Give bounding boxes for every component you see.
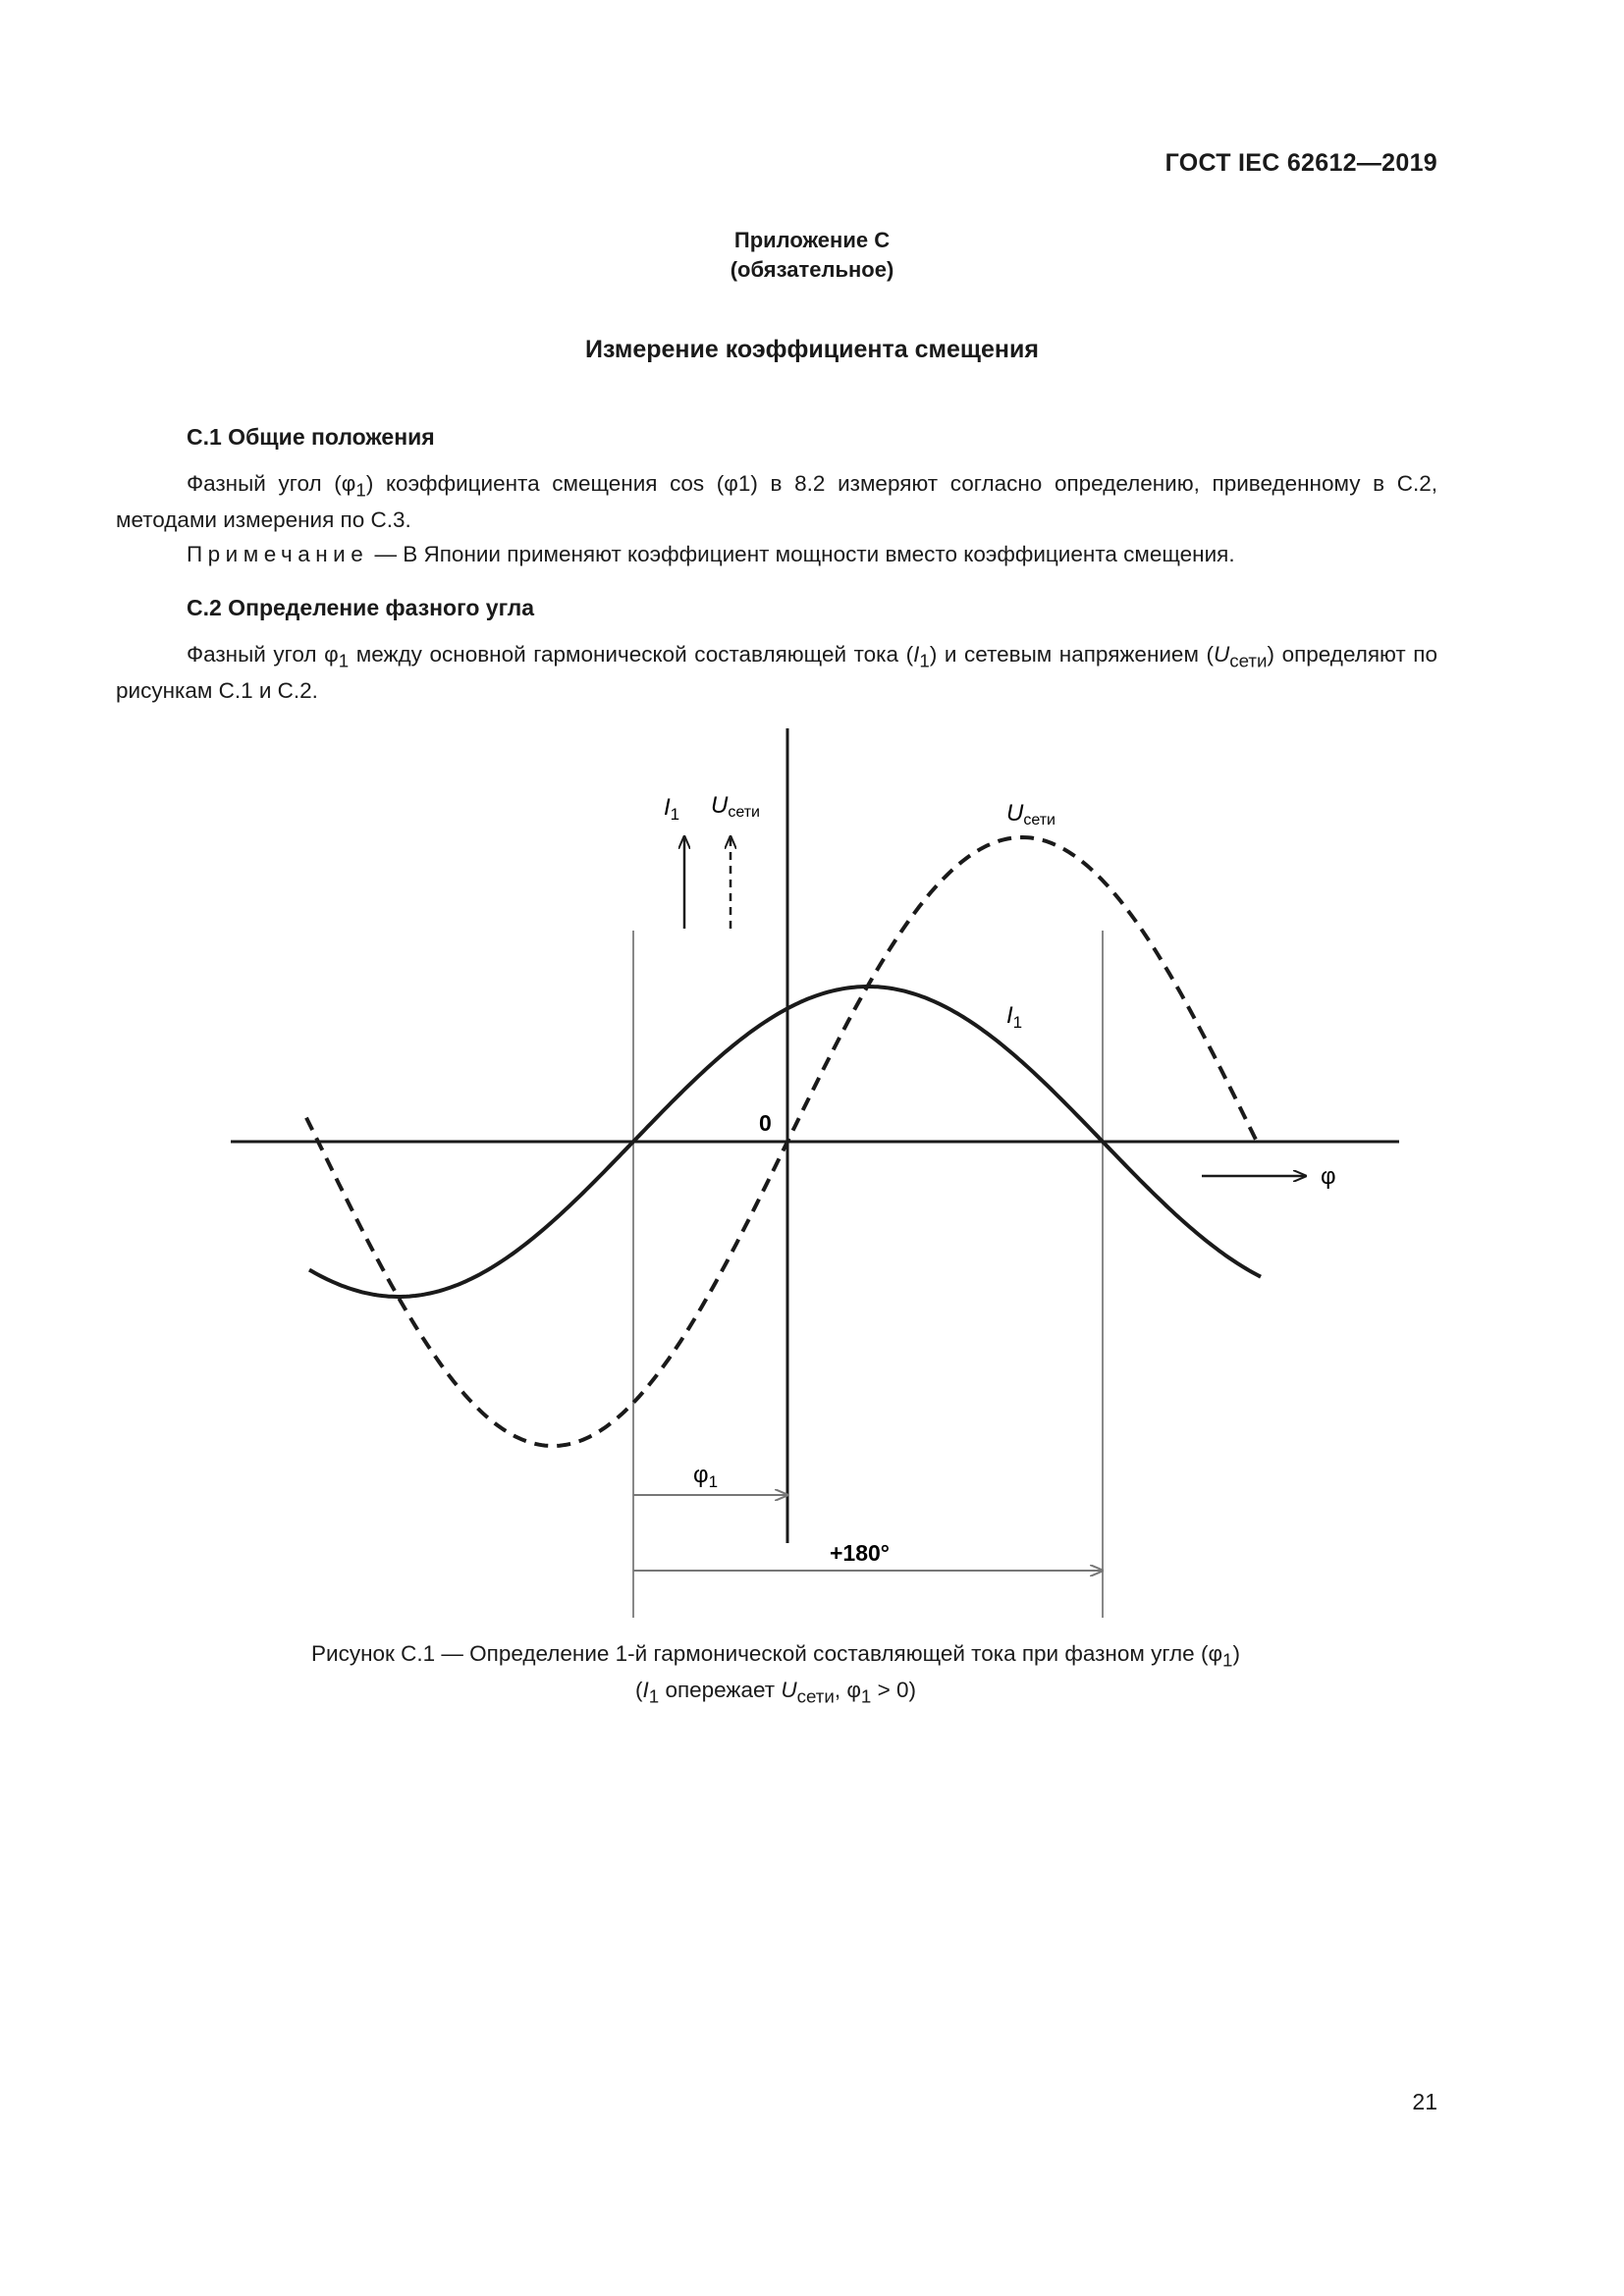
note-label: Примечание [187, 542, 369, 566]
phi-axis-label: φ [1321, 1163, 1336, 1190]
annex-status: (обязательное) [730, 257, 894, 282]
annex-label: Приложение С [733, 228, 891, 252]
note-text: — В Японии применяют коэффициент мощности вместо коэффициента смещения. [368, 542, 1235, 566]
phi1-label: $\varphi_1$ [693, 1462, 719, 1491]
section-1-heading: С.1 Общие положения [187, 424, 435, 450]
curve-u-label: Uсети [1006, 800, 1056, 828]
figure-caption-line2: ($I_1$ опережает $U_{сети}$, $\varphi_1 > 0$) [634, 1677, 916, 1706]
curve-i1-label: $I_1$ [1006, 1002, 1023, 1032]
legend-i1-label: $I_1$ [664, 794, 680, 824]
standard-header: ГОСТ IEC 62612—2019 [1164, 149, 1437, 177]
plus180-label: +180° [830, 1540, 891, 1566]
section-2-paragraph: Фазный угол $\varphi_1$ между основной гармонической составляющей тока $(I_1)$ и сетевым напряжением $(U_{сети})$ определяют по рисункам С.1 и С.2. [116, 642, 1437, 703]
page-number: 21 [1412, 2089, 1437, 2114]
section-1-paragraph: Фазный угол $(\varphi_1)$ коэффициента смещения cos (φ1) в 8.2 измеряют согласно определению, приведенному в С.2, методами измерения по С.3. [116, 471, 1438, 532]
annex-title: Измерение коэффициента смещения [585, 336, 1039, 363]
origin-zero-label: 0 [759, 1110, 772, 1136]
legend-u-label: Uсети [711, 792, 760, 821]
section-2-heading: С.2 Определение фазного угла [187, 595, 534, 620]
figure-caption [0, 1639, 1551, 1711]
figure-caption-line1: Рисунок С.1 — Определение 1-й гармонической составляющей тока при фазном угле $(\varphi_1)$ [311, 1641, 1240, 1671]
